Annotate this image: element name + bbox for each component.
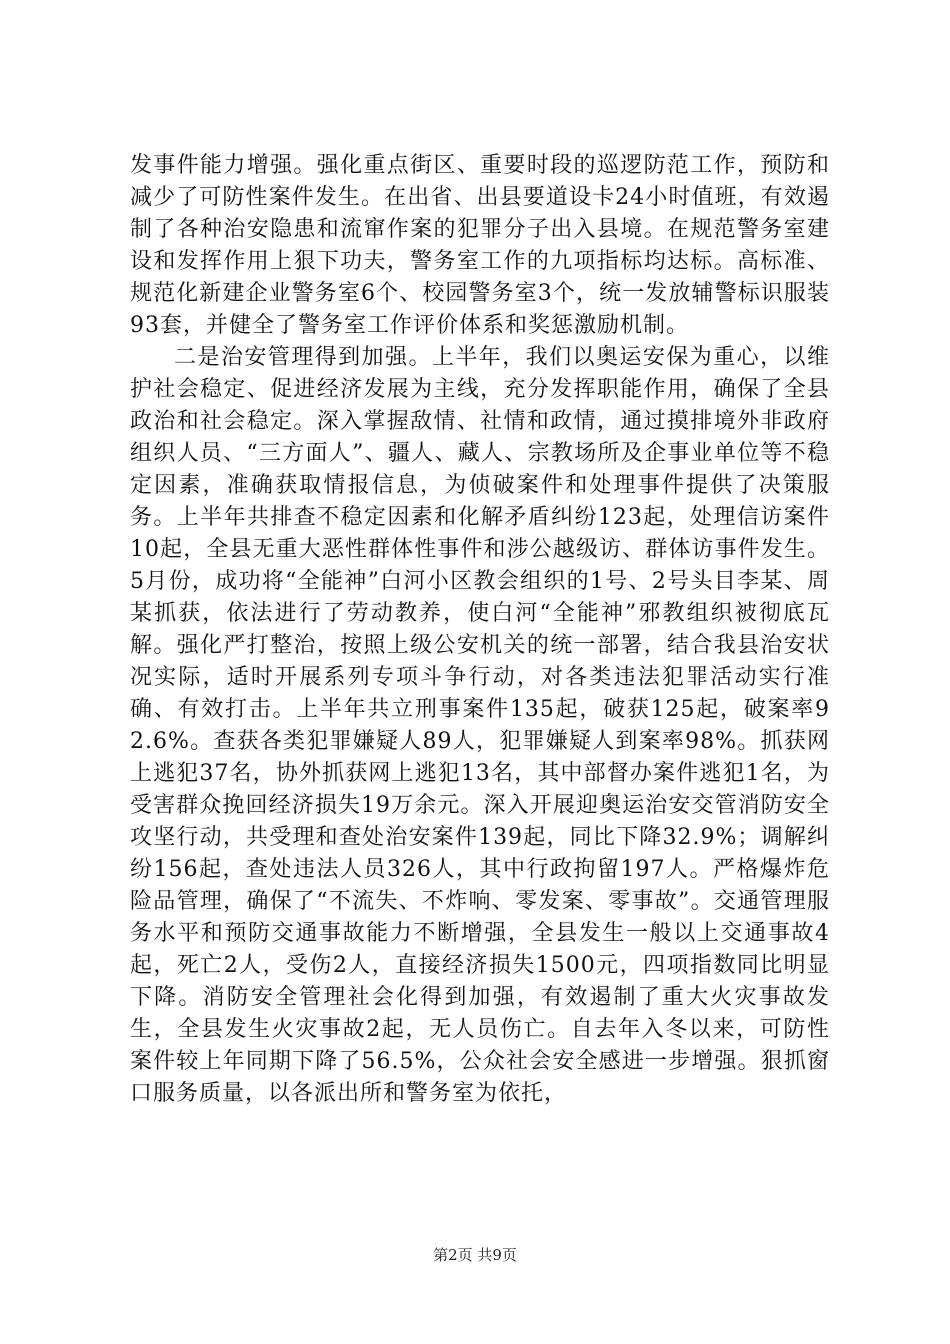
- paragraph-2: 二是治安管理得到加强。上半年，我们以奥运安保为重心，以维护社会稳定、促进经济发展为主线，充分发挥职能作用，确保了全县政治和社会稳定。深入掌握敌情、社情和政情，通过摸排境外非政府组织人员、“三方面人”、疆人、藏人、宗教场所及企事业单位等不稳定因素，准确获取情报信息，为侦破案件和处理事件提供了决策服务。上半年共排查不稳定因素和化解矛盾纠纷123起，处理信访案件10起，全县无重大恶性群体性事件和涉公越级访、群体访事件发生。5月份，成功将“全能神”白河小区教会组织的1号、2号头目李某、周某抓获，依法进行了劳动教养，使白河“全能神”邪教组织被彻底瓦解。强化严打整治，按照上级公安机关的统一部署，结合我县治安状况实际，适时开展系列专项斗争行动，对各类违法犯罪活动实行准确、有效打击。上半年共立刑事案件135起，破获125起，破案率92.6%。查获各类犯罪嫌疑人89人，犯罪嫌疑人到案率98%。抓获网上逃犯37名，协外抓获网上逃犯13名，其中部督办案件逃犯1名，为受害群众挽回经济损失19万余元。深入开展迎奥运治安交管消防安全攻坚行动，共受理和查处治安案件139起，同比下降32.9%；调解纠纷156起，查处违法人员326人，其中行政拘留197人。严格爆炸危险品管理，确保了“不流失、不炸响、零发案、零事故”。交通管理服务水平和预防交通事故能力不断增强，全县发生一般以上交通事故4起，死亡2人，受伤2人，直接经济损失1500元，四项指数同比明显下降。消防安全管理社会化得到加强，有效遏制了重大火灾事故发生，全县发生火灾事故2起，无人员伤亡。自去年入冬以来，可防性案件较上年同期下降了56.5%，公众社会安全感进一步增强。狠抓窗口服务质量，以各派出所和警务室为依托，: [130, 345, 830, 1106]
- paragraph-1: 发事件能力增强。强化重点街区、重要时段的巡逻防范工作，预防和减少了可防性案件发生。在出省、出县要道设卡24小时值班，有效遏制了各种治安隐患和流窜作案的犯罪分子出入县境。在规范警务室建设和发挥作用上狠下功夫，警务室工作的九项指标均达标。高标准、规范化新建企业警务室6个、校园警务室3个，统一发放辅警标识服装93套，并健全了警务室工作评价体系和奖惩激励机制。: [130, 153, 830, 338]
- page-footer: 第2页 共9页: [433, 1246, 517, 1264]
- document-body: [130, 150, 830, 1110]
